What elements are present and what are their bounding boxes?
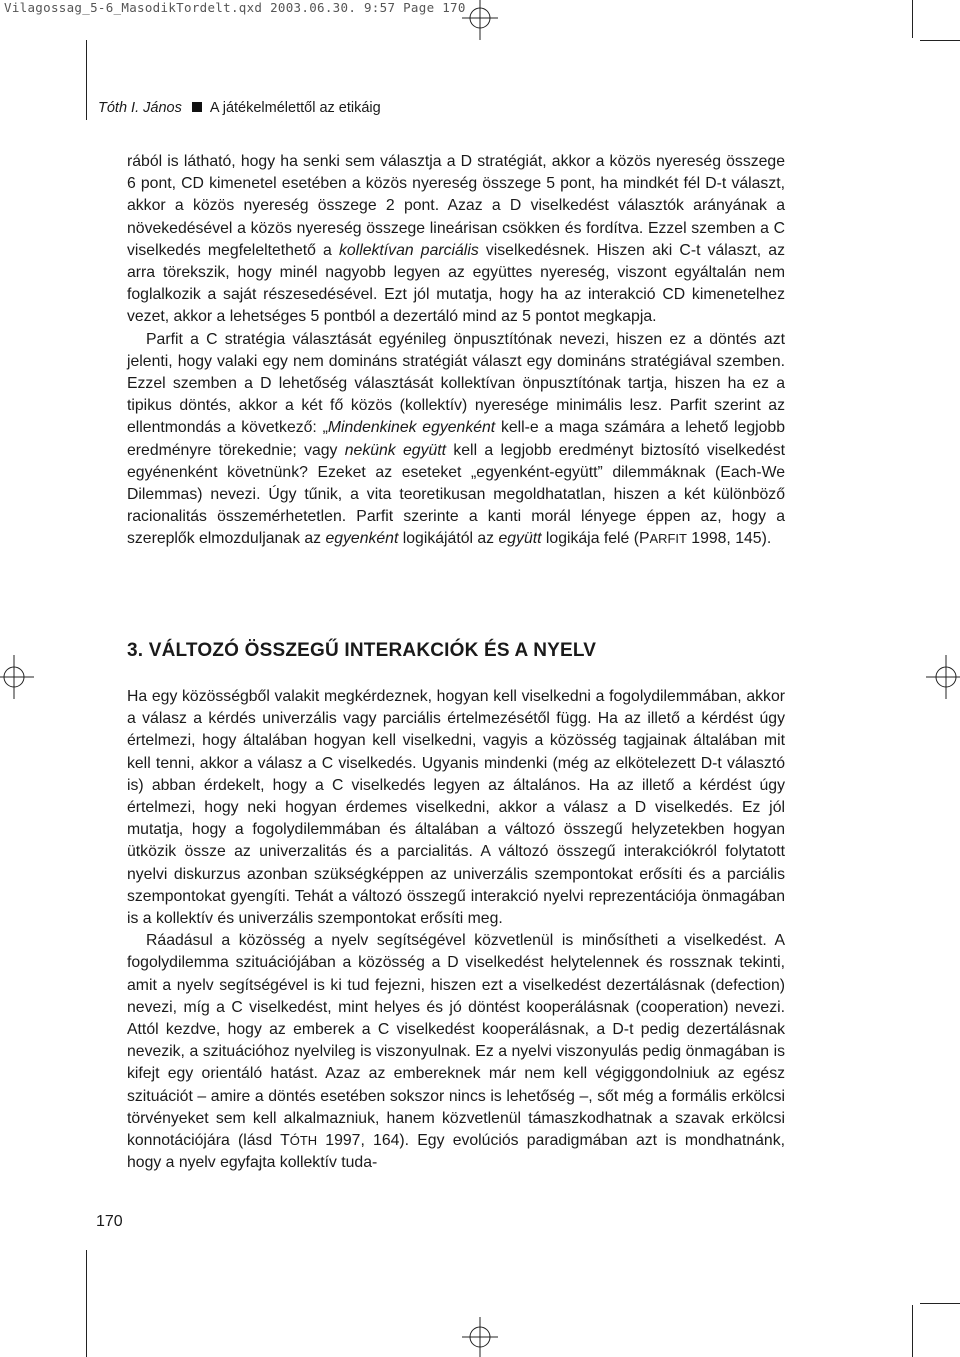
registration-mark-right xyxy=(920,655,960,699)
page-number: 170 xyxy=(96,1213,123,1230)
crop-mark xyxy=(920,1303,960,1304)
paragraph: Ha egy közösségből valakit megkérdeznek, hogyan kell viselkedni a fogolydilemmában, akkor a válasz a kérdés univerzális vagy parciális értelmezésétől függ. Ha az illető a kérdést úgy értelmezi, hogy általában hogyan kell viselkedni, vagyis a közösség tagjainak általában mit kell tenni, akkor a válasz a C viselkedés. Ugyanis mindenki (még az elkötelezett D-t választó is) abban érdekelt, hogy a C viselkedés legyen az általános. Ha az illető a kérdést úgy értelmezi, hogy neki hogyan érdemes viselkedni, akkor a válasz a D viselkedés. Ez jól mutatja, hogy a fogolydilemmában és általában a változó összegű helyzetekben hogyan ütközik össze az univerzalitás és a parcialitás. A változó összegű interakciókról folytatott nyelvi diskurzus azonban szükségképpen az univerzális szempontokat erősíti és a parciális szempontokat gyengíti. Tehát a változó összegű interakció nyelvi reprezentációja önmagában is a kollektív és univerzális szempontokat erősíti meg. xyxy=(127,688,785,928)
crop-mark xyxy=(86,40,87,120)
body-text-block-1 xyxy=(127,151,785,551)
crop-mark xyxy=(920,40,960,41)
running-head-author: Tóth I. János xyxy=(98,100,182,116)
section-heading: 3. VÁLTOZÓ ÖSSZEGŰ INTERAKCIÓK ÉS A NYELV xyxy=(127,640,597,661)
crop-mark xyxy=(86,1250,87,1357)
registration-mark-bottom xyxy=(460,1317,500,1357)
running-head xyxy=(98,100,381,116)
body-text-block-2 xyxy=(127,686,785,1174)
paragraph: Parfit a C stratégia választását egyénileg önpusztítónak nevezi, hiszen ez a döntés azt jelenti, hogy valaki egy nem domináns stratégiát választ egy domináns stratégiával szemben. Ezzel szemben a D lehetőség választását kollektívan önpusztítónak tartja, hiszen ha ez a tipikus döntés, akkor a két fő közös (kollektív) nyeresége minimális lesz. Parfit szerint az ellentmondás a következő: „Mindenkinek egyenként kell-e a maga számára a lehető legjobb eredményre törekednie; vagy nekünk együtt kell a legjobb eredményt biztosító viselkedést egyénenként követnünk? Ezeket az eseteket „egyenként-együtt” dilemmáknak (Each-We Dilemmas) nevezi. Úgy tűnik, a vita teoretikusan megoldhatatlan, hiszen a két különböző racionalitás összemérhetetlen. Parfit szerinte a kanti morál lényege éppen az, hogy a szereplők elmozduljanak az egyenként logikájától az együtt logikája felé (PARFIT 1998, 145). xyxy=(127,330,785,548)
square-bullet-icon xyxy=(192,102,202,112)
paragraph: Ráadásul a közösség a nyelv segítségével közvetlenül is minősítheti a viselkedést. A fogolydilemma szituációjában a közösség a D viselkedést helytelennek és rossznak tekinti, amit a nyelv segítségével is ki tud fejezni, hiszen ezt a viselkedést dezertálásnak (defection) nevezi, míg a C viselkedést, mint helyes és jó döntést kooperálásnak (cooperation) nevezi. Attól kezdve, hogy az emberek a C viselkedést kooperálásnak, a D-t pedig dezertálásnak nevezik, a szituációhoz nyelvileg is viszonyulnak. Ez a nyelvi viszonyulás pedig önmagában is kifejt egy orientáló hatást. Azaz az embereknek már nem kell végiggondolniuk az egész szituációt – amire a döntés esetében sokszor nincs is lehetőség –, sőt még a formális erkölcsi törvényeket sem kell alkalmazniuk, hanem közvetlenül támaszkodhatnak a szavak erkölcsi konnotációjára (lásd TÓTH 1997, 164). Egy evolúciós paradigmában azt is mondhatnánk, hogy a nyelv egyfajta kollektív tuda- xyxy=(127,932,785,1172)
paragraph: rából is látható, hogy ha senki sem választja a D stratégiát, akkor a közös nyereség összege 6 pont, CD kimenetel esetében a közös nyereség összege 5 pont, ha mindkét fél D-t választ, akkor a közös nyereség összege 2 pont. Azaz a D viselkedést választók arányának a növekedésével a közös nyereség összege lineárisan csökken és fordítva. Ezzel szemben a C viselkedés megfeleltethető a kollektívan parciális viselkedésnek. Hiszen aki C-t választ, az arra törekszik, hogy minél nagyobb legyen az együttes nyereség, viszont egyáltalán nem foglalkozik a saját részesedésével. Ezt jól mutatja, hogy ha az interakció CD kimenetelhez vezet, akkor a lehetséges 5 pontból a dezertáló mind az 5 pontot megkapja. xyxy=(127,153,785,326)
registration-mark-top xyxy=(460,0,500,40)
running-head-title: A játékelmélettől az etikáig xyxy=(209,100,381,116)
registration-mark-left xyxy=(0,655,40,699)
crop-mark xyxy=(912,0,913,38)
print-slug: Vilagossag_5-6_MasodikTordelt.qxd 2003.06.30. 9:57 Page 170 xyxy=(4,0,466,15)
crop-mark xyxy=(912,1305,913,1357)
